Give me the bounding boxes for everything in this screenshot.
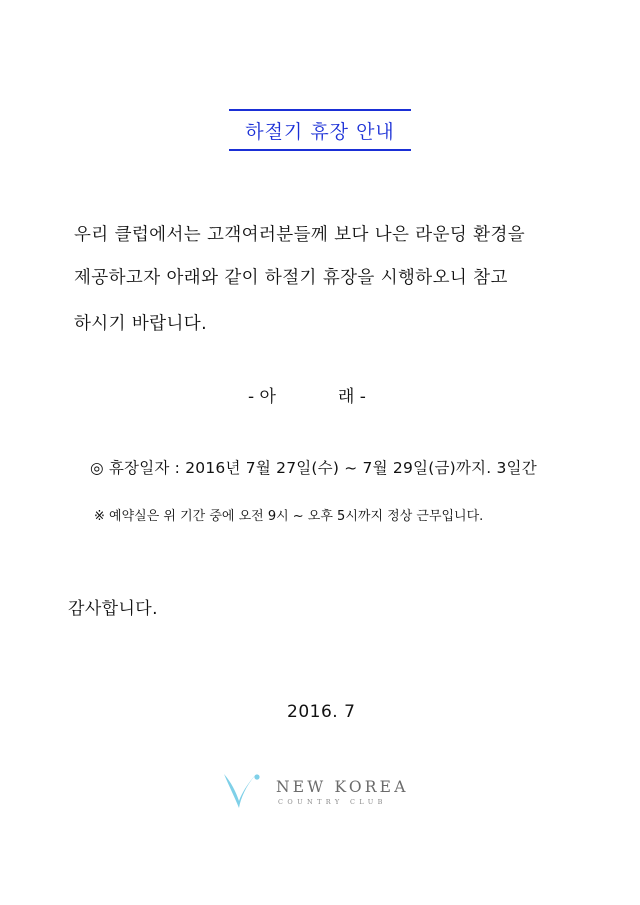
logo-subtitle: COUNTRY CLUB (278, 798, 387, 806)
separator-right: 래 - (337, 387, 366, 407)
closure-date-line: ◎ 휴장일자 : 2016년 7월 27일(수) ~ 7월 29일(금)까지. 3일간 (90, 459, 537, 477)
body-line-2: 제공하고자 아래와 같이 하절기 휴장을 시행하오니 참고 (74, 268, 508, 288)
logo-name: NEW KOREA (276, 778, 409, 796)
closing-thanks: 감사합니다. (68, 599, 158, 619)
body-line-3: 하시기 바랍니다. (74, 314, 208, 334)
title-box (229, 109, 411, 151)
notice-date: 2016. 7 (287, 702, 356, 722)
separator-left: - 아 (248, 387, 276, 407)
logo-swoosh-icon (220, 764, 266, 810)
body-line-1: 우리 클럽에서는 고객여러분들께 보다 나은 라운딩 환경을 (74, 225, 526, 245)
club-logo (220, 764, 430, 814)
page-title: 하절기 휴장 안내 (245, 120, 395, 143)
section-separator (248, 382, 366, 407)
reservation-note: ※ 예약실은 위 기간 중에 오전 9시 ~ 오후 5시까지 정상 근무입니다. (94, 509, 484, 524)
